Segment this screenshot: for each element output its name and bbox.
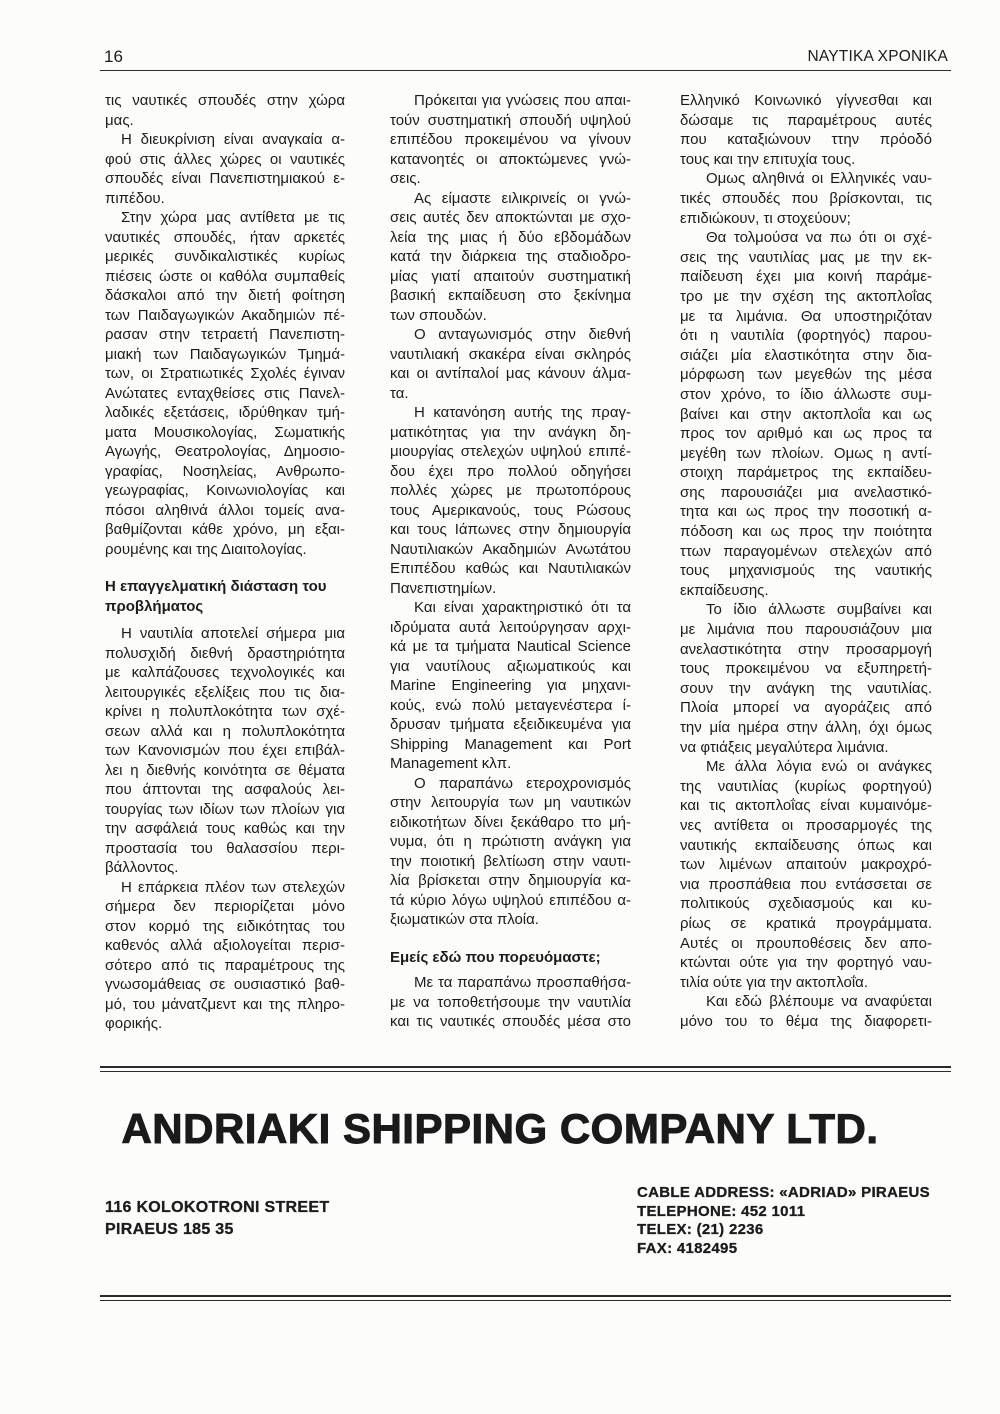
text-line: ναυτικές σπουδές, ήταν αρκετές: [105, 228, 345, 246]
text-line: πιπέδου.: [105, 189, 165, 207]
text-line: κούς, ενώ πολύ μεταγενέστερα ί-: [390, 696, 631, 714]
text-line: και τις ναυτικές σπουδές μέσα στο: [390, 1013, 631, 1030]
text-line: προς τον αριθμό και ως προς τα: [680, 425, 932, 443]
text-line: τιλία ούτε για την ακτοπλοΐα.: [680, 973, 869, 991]
text-line: την μία ημέρα στην άλλη, όχι όμως: [680, 719, 932, 736]
article-column-1: [105, 91, 345, 1034]
text-line: κά με τα τμήματα Nautical Science: [390, 638, 631, 655]
text-line: Ελληνικό Κοινωνικό γίγνεσθαι και: [680, 92, 932, 109]
paragraph: [105, 130, 345, 208]
text-line: με τα λιμάνια. Θα υποστηριζόταν: [680, 307, 932, 325]
paragraph: [680, 228, 932, 600]
text-line: ανελαστικότητα στην προσαρμογή: [680, 640, 932, 658]
text-line: μιουργίας στελεχών υψηλού επιπέ-: [390, 443, 631, 460]
section-heading-line: προβλήματος: [105, 597, 204, 615]
text-line: Marine Engineering για μηχανι-: [390, 677, 631, 694]
text-line: σουν την ανάγκη της ναυτιλίας.: [680, 679, 932, 697]
text-line: μεγέθη των πλοίων. Ομως η αντί-: [680, 444, 932, 462]
section-heading-line: Εμείς εδώ που πορευόμαστε;: [390, 948, 601, 966]
paragraph: [105, 624, 345, 878]
text-line: Ομως αληθινά οι Ελληνικές ναυ-: [706, 170, 932, 188]
text-line: Αγωγής, Θεατρολογίας, Δημοσιο-: [105, 443, 345, 460]
address-line: 116 KOLOKOTRONI STREET: [105, 1199, 330, 1216]
telex: TELEX: (21) 2236: [637, 1221, 764, 1239]
text-line: βαθμίζονται κάθε χρόνο, μη εξαι-: [105, 521, 345, 538]
text-line: φού στις άλλες χώρες οι ναυτικές: [105, 150, 345, 168]
text-line: των σπουδών.: [390, 306, 487, 324]
text-line: βασική εκπαίδευση στο ξεκίνημα: [390, 287, 631, 304]
paragraph: [680, 600, 932, 757]
text-line: λεία της μιας ή δύο εβδομάδων: [390, 228, 631, 246]
text-line: Η επάρκεια πλέον των στελεχών: [121, 878, 345, 896]
text-line: λειτουργικές εξελίξεις που τις δια-: [105, 683, 345, 701]
text-line: βάλλοντος.: [105, 859, 179, 876]
text-line: επιπέδου προκειμένου να γίνουν: [390, 131, 631, 148]
text-line: Αυτές οι προυποθέσεις δεν απο-: [680, 934, 932, 952]
text-line: μόρφωση των μεγεθών της μέσα: [680, 366, 932, 384]
text-line: με να τοποθετήσουμε την ναυτιλία: [390, 993, 631, 1011]
text-line: λία βρίσκεται στην δημιουργία κα-: [390, 872, 631, 889]
paragraph: [680, 169, 932, 228]
text-line: τρο με την σχέση της ακτοπλοΐας: [680, 287, 932, 305]
text-line: νες αντίθετα οι προσαρμογές της: [680, 816, 932, 834]
text-line: σπουδές είναι Πανεπιστημιακού ε-: [105, 170, 345, 187]
article-column-2: [390, 91, 631, 1032]
text-line: που άπτονται της ασφαλούς λει-: [105, 781, 345, 798]
text-line: της ναυτιλίας (κυρίως φορτηγού): [680, 777, 932, 795]
text-line: σότερο από τις παραμέτρους της: [105, 956, 345, 974]
text-line: κρίνει η πολυπλοκότητα των σχέ-: [105, 703, 345, 720]
text-line: Στην χώρα μας αντίθετα με τις: [121, 209, 345, 226]
text-line: τά κύριο λόγω υψηλού επιπέδου α-: [390, 891, 631, 909]
text-line: των λιμένων απαιτούν μακροχρό-: [680, 856, 932, 874]
text-line: σεων αλλά και η πολυπλοκότητα: [105, 722, 345, 740]
address-line: PIRAEUS 185 35: [105, 1220, 234, 1238]
text-line: σήμερα δεν περιορίζεται μόνο: [105, 898, 345, 915]
text-line: Πλοία μπορεί να αγοράζεις από: [680, 699, 932, 717]
text-line: σεις αυτές δεν αποκτώνται με σχο-: [390, 209, 631, 226]
text-line: πολυσχιδή διεθνή δραστηριότητα: [105, 644, 345, 662]
paragraph: [390, 403, 631, 598]
text-line: ρουμένης και της Διαιτολογίας.: [105, 540, 307, 558]
text-line: ότι η ναυτιλία (φορτηγός) παρου-: [680, 327, 932, 345]
text-line: τις ναυτικές σπουδές στην χώρα: [105, 92, 345, 109]
text-line: δρυσαν τμήματα εξειδικευμένα για: [390, 716, 631, 733]
text-line: με λιμάνια που παρουσιάζουν μια: [680, 621, 932, 639]
cable-address: CABLE ADDRESS: «ADRIAD» PIRAEUS: [637, 1184, 930, 1201]
text-line: κτώνται ούτε για την φορτηγό ναυ-: [680, 954, 932, 972]
text-line: τους προκειμένου να εξυπηρετή-: [680, 660, 932, 678]
text-line: ματα Μουσικολογίας, Σωματικής: [105, 423, 345, 441]
paragraph: [390, 91, 631, 189]
text-line: σεις.: [390, 170, 421, 187]
text-line: στην λειτουργία των μη ναυτικών: [390, 794, 631, 811]
text-line: ρασαν στην τετραετή Πανεπιστη-: [105, 326, 345, 343]
text-line: Η κατανόηση αυτής της πραγ-: [414, 404, 631, 421]
text-line: Με άλλα λόγια ενώ οι ανάγκες: [706, 758, 932, 776]
text-line: τους μηχανισμούς της ναυτικής: [680, 562, 932, 580]
text-line: ξιωματικών στα πλοία.: [390, 911, 539, 928]
text-line: ρίως σε κρατικά προγράμματα.: [680, 914, 932, 932]
text-line: Θα τολμούσα να πω ότι οι σχέ-: [706, 229, 932, 247]
text-line: Πρόκειται για γνώσεις που απαι-: [414, 92, 631, 109]
text-line: Το ίδιο άλλωστε συμβαίνει και: [706, 601, 932, 619]
text-line: ματικότητας για την ανάγκη δη-: [390, 423, 631, 441]
text-line: Η ναυτιλία αποτελεί σήμερα μια: [121, 625, 345, 642]
text-line: προστασία του θαλασσίου περι-: [105, 839, 345, 857]
text-line: μόνο του το θέμα της διαφορετι-: [680, 1012, 932, 1030]
paragraph: [390, 325, 631, 403]
text-line: τητα και ως προς την ποσοτική α-: [680, 503, 932, 521]
text-line: γεωγραφίας, Κοινωνιολογίας και: [105, 482, 345, 499]
text-line: τουργίας των ιδίων των πλοίων για: [105, 800, 345, 818]
text-line: για ναυτίλους αξιωματικούς και: [390, 657, 631, 675]
text-line: ναυτικής εκπαίδευσης όπως και: [680, 836, 932, 854]
section-heading: [105, 577, 345, 616]
text-line: στοιχη παράμετρος της εκπαίδευ-: [680, 464, 932, 482]
text-line: γραφίας, Νοσηλείας, Ανθρωπο-: [105, 462, 345, 480]
text-line: λει η διεθνής κοινότητα σε θέματα: [105, 761, 345, 779]
text-line: δώσαμε τις παραμέτρους αυτές: [680, 111, 932, 129]
text-line: τικές σπουδές που βρίσκονται, τις: [680, 189, 932, 207]
text-line: Και εδώ βλέπουμε να αναφύεται: [706, 993, 932, 1011]
telephone: TELEPHONE: 452 1011: [637, 1202, 806, 1220]
text-line: που καταξιώνουν ττην πρόοδό: [680, 131, 932, 149]
paragraph: [680, 91, 932, 169]
text-line: μερικές συνδικαλιστικές κυρίως: [105, 248, 345, 265]
text-line: κατανοητές οι αποκτώμενες γνώ-: [390, 150, 631, 168]
company-name: ANDRIAKI SHIPPING COMPANY LTD.: [121, 1105, 879, 1152]
text-line: και τις ακτοπλοΐας είναι κυμαινόμε-: [680, 797, 932, 815]
paragraph: [105, 91, 345, 130]
text-line: γνωσομάθειας σε ουσιαστικό βαθ-: [105, 976, 345, 993]
text-line: στον χρόνο, το ίδιο άλλωστε συμ-: [680, 385, 932, 403]
page-header: [0, 0, 1000, 80]
text-line: να φτιάξεις μεγαλύτερα λιμάνια.: [680, 738, 889, 756]
text-line: σιάζει μία ελαστικότητα στην δια-: [680, 346, 932, 364]
text-line: εκπαίδευσης.: [680, 581, 769, 599]
paragraph: [390, 189, 631, 326]
text-line: των Κανονισμών που έχει επιβάλ-: [105, 742, 345, 759]
text-line: δου έχει προ πολλού οδηγήσει: [390, 462, 631, 480]
text-line: σεις της ναυτιλίας μας με την εκ-: [680, 248, 932, 266]
page-number: 16: [104, 47, 123, 66]
text-line: των, οι Στρατιωτικές Σχολές έγιναν: [105, 365, 345, 382]
text-line: Shipping Management και Port: [390, 735, 631, 753]
text-line: μίας γιατί απαιτούν συστηματική: [390, 267, 631, 285]
paragraph: [105, 208, 345, 559]
company-address: [105, 1197, 329, 1240]
text-line: με καλπάζουσες τεχνολογικές και: [105, 664, 345, 681]
advertisement: [0, 1060, 1000, 1310]
header-rule: [100, 70, 951, 71]
section-heading-line: Η επαγγελματική διάσταση του: [105, 578, 327, 595]
text-line: δάσκαλοι από την διετή φοίτηση: [105, 287, 345, 304]
text-line: Η διευκρίνιση είναι αναγκαία α-: [121, 131, 345, 148]
text-line: πόσοι αληθινά άλλοι τομείς ανα-: [105, 501, 345, 519]
text-line: και οι αντίπαλοί μας κάνουν άλμα-: [390, 365, 631, 382]
text-line: λαδικές εξετάσεις, ιδρύθηκαν τμή-: [105, 404, 345, 421]
text-line: μό, του μάνατζμεντ και της πληρο-: [105, 995, 345, 1013]
paragraph: [390, 774, 631, 930]
text-line: Και είναι χαρακτηριστικό ότι τα: [414, 599, 631, 616]
text-line: Ας είμαστε ειλικρινείς οι γνώ-: [414, 189, 631, 207]
text-line: πόδοση και ως προς την ποιότητα: [680, 523, 932, 541]
text-line: επιδιώκουν, τι στοχεύουν;: [680, 209, 851, 227]
text-line: ιδρύματα αυτά λειτούργησαν αρχι-: [390, 618, 631, 636]
paragraph: [390, 973, 631, 1032]
text-line: σης παρουσιάζει μια ανελαστικό-: [680, 483, 932, 501]
text-line: πολιτικούς σχεδιασμούς και κυ-: [680, 895, 932, 913]
paragraph: [105, 878, 345, 1034]
text-line: ναυτιλιακή σκακέρα είναι σκληρός: [390, 345, 631, 363]
ad-rule-top: [100, 1066, 951, 1072]
text-line: Management κλπ.: [390, 755, 512, 772]
text-line: Ο ανταγωνισμός στην διεθνή: [414, 326, 631, 343]
paragraph: [680, 992, 932, 1031]
company-contacts: [637, 1184, 930, 1259]
text-line: ττων παραγομένων στελεχών από: [680, 542, 932, 560]
text-line: Με τα παραπάνω προσπαθήσα-: [414, 974, 631, 991]
text-line: παίδευση έχει μια κοινή παράμε-: [680, 268, 932, 286]
text-line: κατά την διάρκεια της σταδιοδρο-: [390, 248, 631, 265]
text-line: Ο παραπάνω ετεροχρονισμός: [414, 774, 631, 792]
text-line: φορικής.: [105, 1015, 163, 1032]
text-line: καθενός αλλά αξιολογείται περισ-: [105, 937, 345, 954]
text-line: Ναυτιλιακών Ακαδημιών Ανωτάτου: [390, 540, 631, 558]
text-line: μας.: [105, 111, 134, 129]
text-line: την ποιοτική βελτίωση στην ναυτι-: [390, 852, 631, 870]
article-column-3: [680, 91, 932, 1032]
text-line: τους Αμερικανούς, τους Ρώσους: [390, 501, 631, 519]
text-line: στον κορμό της ειδικότητας του: [105, 917, 345, 935]
fax: FAX: 4182495: [637, 1240, 738, 1258]
text-line: πιέσεις ώστε οι καθόλα συμπαθείς: [105, 267, 345, 285]
text-line: νια προσπάθεια που εντάσσεται σε: [680, 875, 932, 893]
text-line: τους και την επιτυχία τους.: [680, 150, 856, 168]
text-line: των Παιδαγωγικών Ακαδημιών πέ-: [105, 306, 345, 324]
text-line: πολλές χώρες με πρωτοπόρους: [390, 482, 631, 499]
text-line: βαίνει και στην ακτοπλοΐα και ως: [680, 405, 932, 423]
section-heading: [390, 948, 631, 968]
text-line: ειδικοτήτων δίνει ξεκάθαρο ττο μή-: [390, 813, 631, 831]
text-line: τούν συστηματική σπουδή υψηλού: [390, 111, 631, 129]
text-line: Επιπέδου καθώς και Ναυτιλιακών: [390, 560, 631, 577]
text-line: Ανώτατες ενταχθείσες στις Πανελ-: [105, 384, 345, 402]
text-line: Πανεπιστημίων.: [390, 579, 497, 597]
text-line: την ασφάλειά τους καθώς και την: [105, 820, 345, 837]
text-line: και τους Ιάπωνες στην δημιουργία: [390, 521, 631, 538]
text-line: νυμα, ότι η πρώτιστη ανάγκη για: [390, 833, 631, 850]
paragraph: [680, 757, 932, 992]
magazine-title: ΝΑΥΤΙΚΑ ΧΡΟΝΙΚΑ: [807, 48, 948, 65]
ad-rule-bottom: [100, 1295, 951, 1301]
text-line: μιακή των Παιδαγωγικών Τμημά-: [105, 345, 345, 363]
paragraph: [390, 598, 631, 774]
text-line: τα.: [390, 384, 409, 402]
